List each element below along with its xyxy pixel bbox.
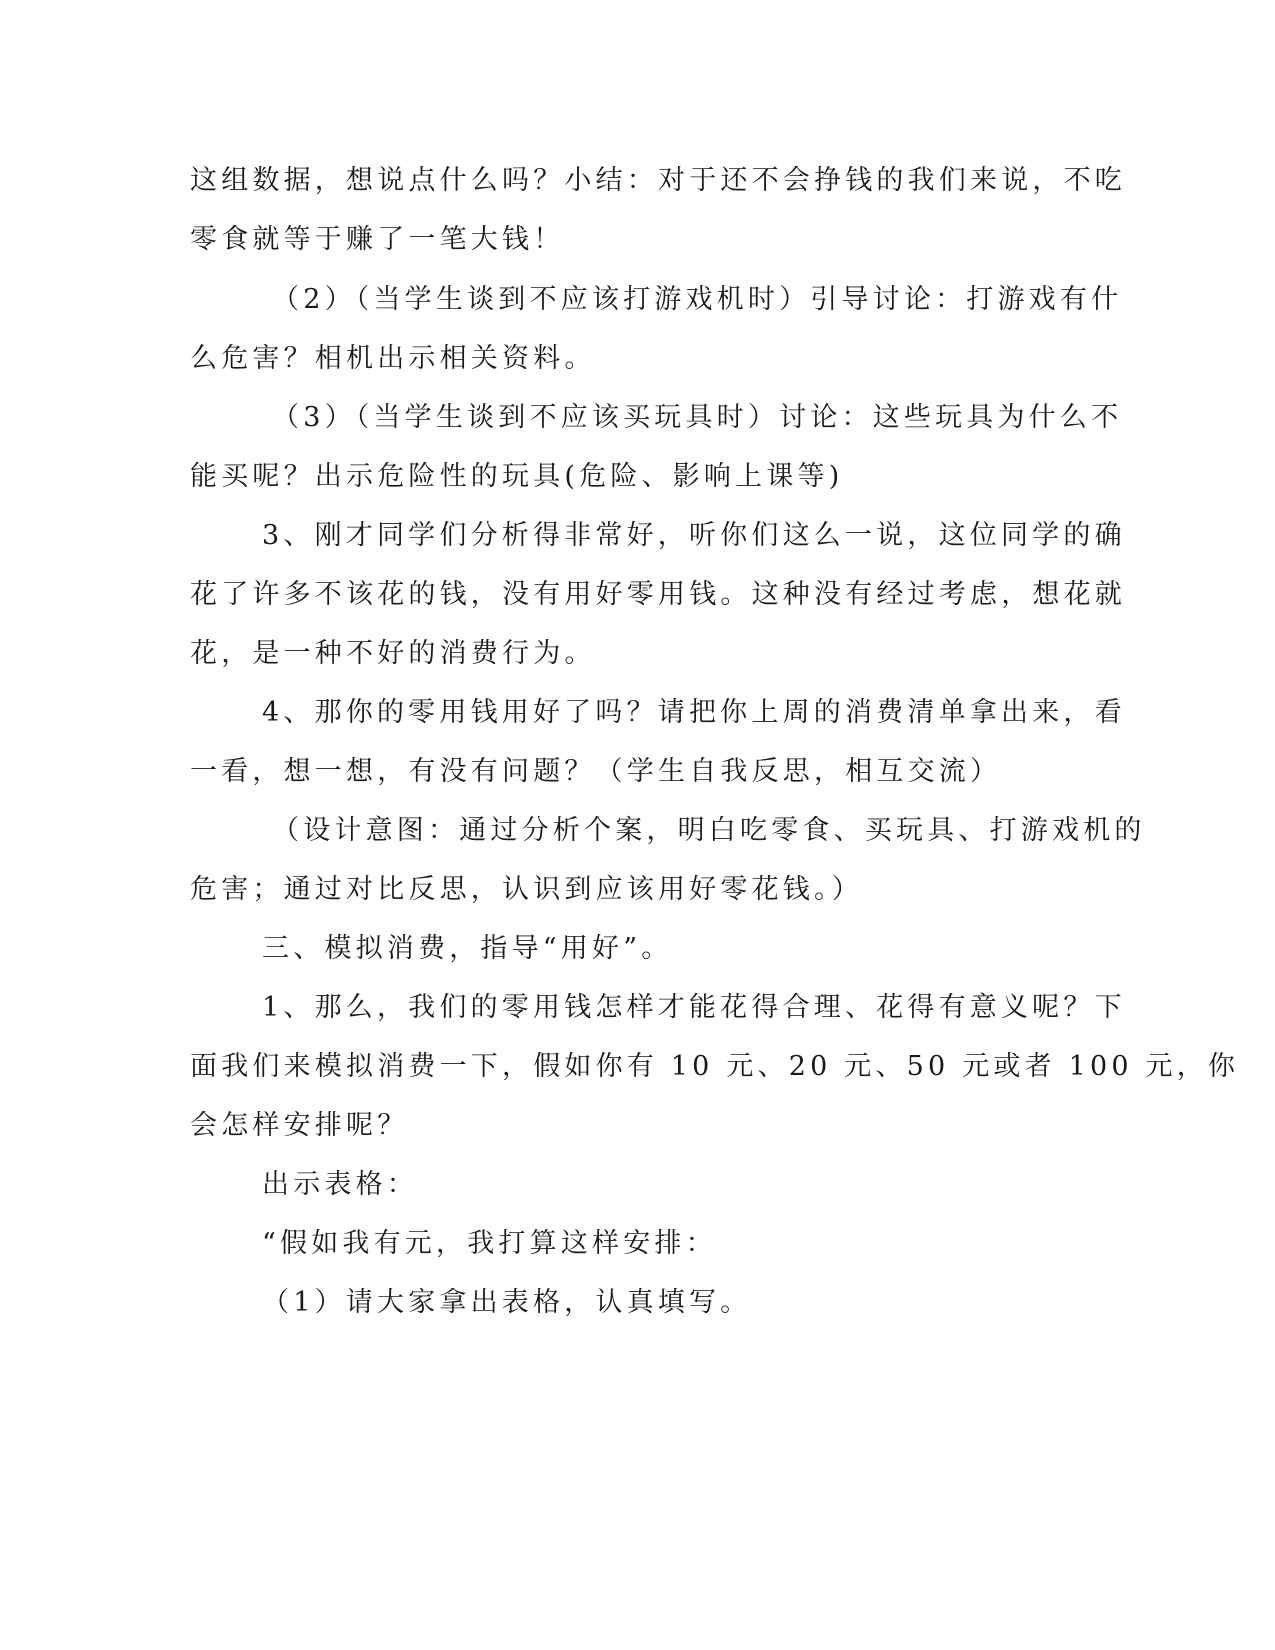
paragraph-line: （1）请大家拿出表格，认真填写。 <box>262 1287 752 1318</box>
paragraph-line: 4、那你的零用钱用好了吗？请把你上周的消费清单拿出来，看 <box>262 697 1126 728</box>
paragraph-line: 花了许多不该花的钱，没有用好零用钱。这种没有经过考虑，想花就 <box>190 579 1126 610</box>
paragraph-line: 花，是一种不好的消费行为。 <box>190 638 596 669</box>
paragraph-line: “假如我有元，我打算这样安排： <box>262 1228 717 1259</box>
paragraph-line: 出示表格： <box>262 1169 418 1200</box>
paragraph-line: 一看，想一想，有没有问题？（学生自我反思，相互交流） <box>190 756 1002 787</box>
paragraph-line: 危害；通过对比反思，认识到应该用好零花钱。） <box>190 874 863 905</box>
paragraph-line: 1、那么，我们的零用钱怎样才能花得合理、花得有意义呢？下 <box>262 992 1126 1023</box>
paragraph-line: 能买呢？出示危险性的玩具(危险、影响上课等) <box>190 461 844 492</box>
paragraph-line: 会怎样安排呢？ <box>190 1110 409 1141</box>
paragraph-line: 面我们来模拟消费一下，假如你有 10 元、20 元、50 元或者 100 元，你 <box>190 1051 1240 1082</box>
paragraph-line: （设计意图：通过分析个案，明白吃零食、买玩具、打游戏机的 <box>272 815 1146 846</box>
paragraph-line: （3）（当学生谈到不应该买玩具时）讨论：这些玩具为什么不 <box>272 402 1123 433</box>
paragraph-line: 零食就等于赚了一笔大钱！ <box>190 224 565 255</box>
paragraph-line: 3、刚才同学们分析得非常好，听你们这么一说，这位同学的确 <box>262 520 1126 551</box>
paragraph-line: 这组数据，想说点什么吗？小结：对于还不会挣钱的我们来说，不吃 <box>190 165 1126 196</box>
section-heading: 三、模拟消费，指导“用好”。 <box>262 933 673 964</box>
paragraph-line: （2）（当学生谈到不应该打游戏机时）引导讨论：打游戏有什 <box>272 284 1123 315</box>
paragraph-line: 么危害？相机出示相关资料。 <box>190 343 596 374</box>
